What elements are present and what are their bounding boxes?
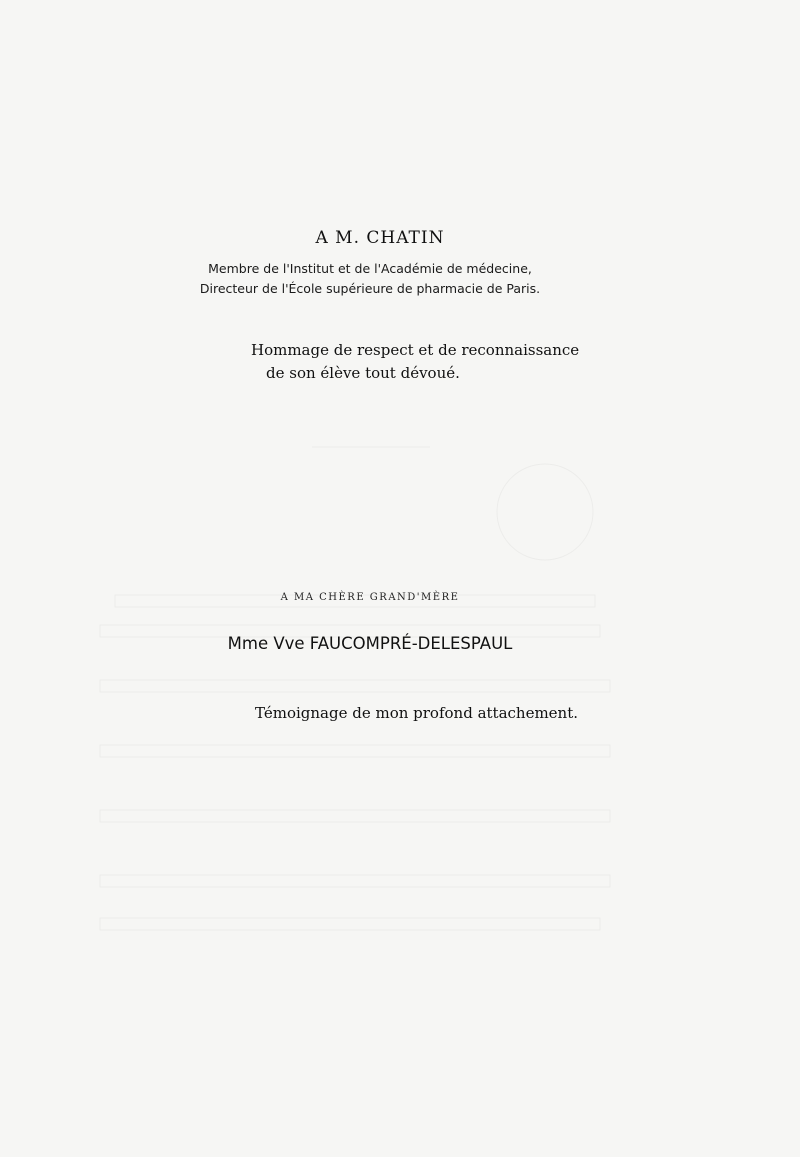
tribute-line-1: Hommage de respect et de reconnaissance (251, 341, 580, 359)
tribute-line-2: de son élève tout dévoué. (266, 364, 460, 382)
second-dedication-name: Mme Vve FAUCOMPRÉ-DELESPAUL (227, 634, 513, 653)
second-dedication-tribute: Témoignage de mon profond attachement. (255, 704, 579, 722)
dedication-title: A M. CHATIN (315, 228, 445, 248)
dedication-subtitle-line-1: Membre de l'Institut et de l'Académie de médecine, (208, 261, 532, 276)
dedication-subtitle-line-2: Directeur de l'École supérieure de pharmacie de Paris. (199, 281, 541, 296)
second-dedication-heading: A MA CHÈRE GRAND'MÈRE (280, 592, 460, 603)
